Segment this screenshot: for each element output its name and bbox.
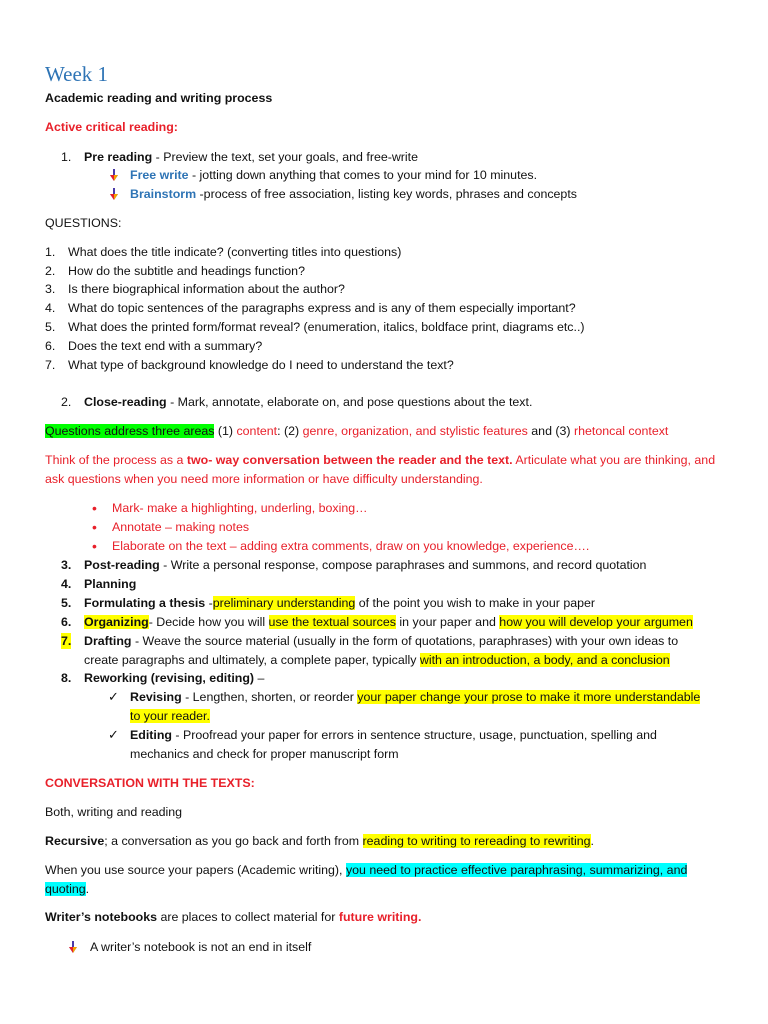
drafting-item (84, 633, 678, 649)
areas-content: content (236, 424, 278, 438)
pre-reading-label: Pre reading (84, 150, 153, 164)
recursive-highlight: reading to writing to rereading to rewriting (362, 834, 591, 848)
checkmark-icon: ✓ (108, 727, 119, 742)
step-number: 8. (61, 671, 72, 685)
pre-reading-text: - Preview the text, set your goals, and free-write (152, 150, 419, 164)
close-reading-item (84, 394, 532, 410)
recursive-line (45, 833, 594, 849)
question-number: 7. (45, 358, 56, 372)
bullet-dot-icon: • (92, 519, 97, 535)
thesis-highlight: preliminary understanding (212, 596, 356, 610)
editing-text: - Proofread your paper for errors in sentence structure, usage, punctuation, spelling and (171, 728, 657, 742)
notebooks-red: future writing. (338, 910, 422, 924)
source-text: . (85, 882, 90, 896)
step-number: 5. (61, 596, 72, 610)
areas-part: : (2) (277, 424, 303, 438)
revising-item (130, 689, 700, 705)
arrow-bullet-icon (109, 186, 119, 202)
brainstorm-item (130, 186, 577, 202)
bullet-dot-icon: • (92, 538, 97, 554)
step-number: 7. (61, 634, 72, 648)
notebooks-line (45, 909, 421, 925)
recursive-text: . (590, 834, 594, 848)
thesis-label: Formulating a thesis (84, 596, 206, 610)
arrow-bullet-icon (109, 167, 119, 183)
brainstorm-text: -process of free association, listing key words, phrases and concepts (196, 187, 577, 201)
bullet-item: Annotate – making notes (112, 520, 250, 534)
recursive-label: Recursive (45, 834, 105, 848)
reworking-item (84, 670, 264, 686)
question-number: 5. (45, 320, 56, 334)
step-number: 4. (61, 577, 72, 591)
question-number: 2. (45, 264, 56, 278)
thesis-item (84, 595, 595, 611)
notebook-bullet-text: A writer’s notebook is not an end in itself (90, 940, 312, 954)
question-text: What does the printed form/format reveal? (enumeration, italics, boldface print, diagrams etc..) (68, 320, 585, 334)
page-title: Week 1 (45, 62, 109, 86)
question-number: 4. (45, 301, 56, 315)
post-reading-item (84, 557, 646, 573)
source-text: When you use source your papers (Academic writing), (45, 863, 346, 877)
question-number: 1. (45, 245, 56, 259)
post-reading-label: Post-reading (84, 558, 160, 572)
revising-text: - Lengthen, shorten, or reorder (181, 690, 358, 704)
question-text: What does the title indicate? (converting titles into questions) (68, 245, 402, 259)
process-text: Think of the process as a (45, 453, 187, 467)
drafting-text: create paragraphs and ultimately, a complete paper, typically (84, 653, 420, 667)
drafting-highlight: with an introduction, a body, and a conclusion (419, 653, 670, 667)
question-text: Is there biographical information about the author? (68, 282, 345, 296)
organizing-highlight: how you will develop your argumen (499, 615, 693, 629)
question-number: 6. (45, 339, 56, 353)
organizing-label: Organizing (84, 615, 149, 629)
question-text: Does the text end with a summary? (68, 339, 263, 353)
notebooks-text: are places to collect material for (157, 910, 339, 924)
organizing-text: in your paper and (395, 615, 500, 629)
areas-part: and (3) (527, 424, 574, 438)
revising-line2 (130, 708, 210, 724)
source-line2 (45, 881, 89, 897)
free-write-text: - jotting down anything that comes to your mind for 10 minutes. (188, 168, 538, 182)
step-number: 6. (61, 615, 72, 629)
organizing-highlight: use the textual sources (268, 615, 396, 629)
editing-item (130, 727, 657, 743)
close-reading-number: 2. (61, 395, 72, 409)
close-reading-label: Close-reading (84, 395, 167, 409)
areas-highlight: Questions address three areas (45, 424, 215, 438)
recursive-text: ; a conversation as you go back and forth from (104, 834, 363, 848)
reworking-text: – (254, 671, 265, 685)
document-heading: Academic reading and writing process (45, 91, 273, 105)
editing-label: Editing (130, 728, 172, 742)
planning-label: Planning (84, 577, 137, 591)
process-text: Articulate what you are thinking, and (512, 453, 716, 467)
conversation-heading: CONVERSATION WITH THE TEXTS: (45, 776, 255, 790)
revising-highlight: your paper change your prose to make it more understandable (357, 690, 701, 704)
questions-heading: QUESTIONS: (45, 216, 122, 230)
pre-reading-number: 1. (61, 150, 72, 164)
question-number: 3. (45, 282, 56, 296)
drafting-line2 (84, 652, 670, 668)
bullet-item: Mark- make a highlighting, underling, boxing… (112, 501, 368, 515)
process-bold: two- way conversation between the reader and the text. (186, 453, 513, 467)
organizing-item (84, 614, 693, 630)
areas-line (45, 423, 668, 439)
active-reading-heading: Active critical reading: (45, 120, 178, 134)
source-highlight: quoting (45, 882, 86, 896)
reworking-label: Reworking (revising, editing) (84, 671, 255, 685)
revising-highlight: to your reader. (130, 709, 210, 723)
question-text: What type of background knowledge do I need to understand the text? (68, 358, 454, 372)
thesis-text: - (205, 596, 213, 610)
bullet-item: Elaborate on the text – adding extra comments, draw on you knowledge, experience…. (112, 539, 590, 553)
bullet-dot-icon: • (92, 500, 97, 516)
free-write-label: Free write (130, 168, 189, 182)
source-highlight: you need to practice effective paraphrasing, summarizing, and (345, 863, 688, 877)
arrow-bullet-icon (68, 939, 78, 955)
post-reading-text: - Write a personal response, compose paraphrases and summons, and record quotation (159, 558, 647, 572)
areas-rhetoric: rhetoncal context (574, 424, 669, 438)
drafting-label: Drafting (84, 634, 132, 648)
free-write-item (130, 167, 537, 183)
areas-genre: genre, organization, and stylistic features (302, 424, 528, 438)
checkmark-icon: ✓ (108, 689, 119, 704)
process-paragraph-line2: ask questions when you need more information or have difficulty understanding. (45, 472, 483, 486)
notebooks-label: Writer’s notebooks (45, 910, 157, 924)
thesis-text: of the point you wish to make in your paper (355, 596, 596, 610)
organizing-text: - Decide how you will (148, 615, 269, 629)
question-text: What do topic sentences of the paragraphs express and is any of them especially important? (68, 301, 576, 315)
step-number: 3. (61, 558, 72, 572)
areas-part: (1) (214, 424, 237, 438)
editing-line2: mechanics and check for proper manuscript form (130, 747, 399, 761)
both-line: Both, writing and reading (45, 805, 183, 819)
revising-label: Revising (130, 690, 182, 704)
question-text: How do the subtitle and headings function? (68, 264, 305, 278)
pre-reading-item (84, 149, 418, 165)
source-line (45, 862, 687, 878)
close-reading-text: - Mark, annotate, elaborate on, and pose questions about the text. (166, 395, 533, 409)
process-paragraph (45, 452, 715, 468)
drafting-text: - Weave the source material (usually in the form of quotations, paraphrases) with your own ideas to (131, 634, 679, 648)
brainstorm-label: Brainstorm (130, 187, 197, 201)
